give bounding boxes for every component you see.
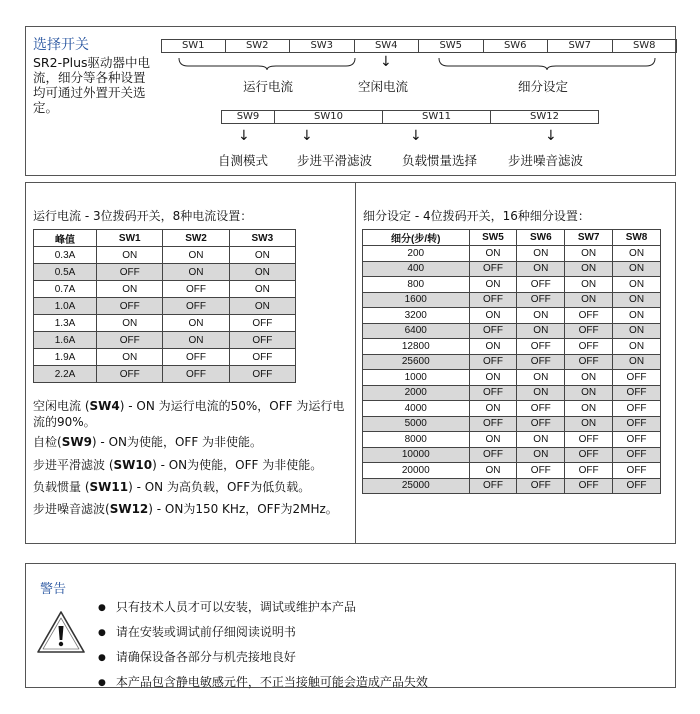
header-cell: 峰值 [34, 230, 97, 247]
switch-selection-panel [25, 26, 676, 176]
table-cell: ON [613, 339, 661, 355]
switch-label-sw1: SW1 [161, 39, 226, 53]
switch-row-2 [221, 110, 599, 124]
table-cell: OFF [565, 339, 613, 355]
table-row [363, 385, 661, 401]
table-row [363, 292, 661, 308]
table-cell: ON [97, 315, 163, 332]
table-row [34, 315, 296, 332]
column-divider [355, 183, 356, 543]
header-cell: SW7 [565, 230, 613, 246]
table-cell: ON [613, 308, 661, 324]
table-cell: ON [517, 323, 565, 339]
table-cell: OFF [565, 308, 613, 324]
selection-title: 选择开关 [33, 37, 89, 53]
table-cell: ON [613, 354, 661, 370]
table-cell: OFF [613, 432, 661, 448]
table-cell: OFF [97, 298, 163, 315]
current-table-title: 运行电流 - 3位拨码开关，8种电流设置： [33, 209, 253, 223]
note-selftest: 自检(SW9) - ON为使能，OFF 为非使能。 [33, 435, 263, 449]
table-cell: OFF [229, 315, 295, 332]
table-cell: ON [565, 401, 613, 417]
table-cell: ON [97, 349, 163, 366]
table-cell: ON [565, 292, 613, 308]
table-row [363, 339, 661, 355]
switch-label-sw12: SW12 [491, 110, 599, 124]
table-cell: OFF [97, 264, 163, 281]
table-cell: 0.5A [34, 264, 97, 281]
header-cell: SW1 [97, 230, 163, 247]
settings-tables-panel [25, 182, 676, 544]
switch-label-sw10: SW10 [275, 110, 383, 124]
table-cell: ON [469, 463, 517, 479]
table-cell: OFF [163, 349, 229, 366]
switch-label-sw8: SW8 [613, 39, 678, 53]
table-cell: OFF [613, 447, 661, 463]
table-cell: OFF [163, 366, 229, 383]
table-cell: OFF [163, 298, 229, 315]
table-cell: OFF [565, 447, 613, 463]
table-cell: ON [565, 370, 613, 386]
switch-label-sw3: SW3 [290, 39, 355, 53]
group-label-idle-current: 空闲电流 [358, 79, 409, 94]
table-cell: 6400 [363, 323, 470, 339]
table-cell: ON [517, 385, 565, 401]
table-row [363, 323, 661, 339]
table-row [34, 349, 296, 366]
table-row [363, 354, 661, 370]
function-label-smooth-filter: 步进平滑滤波 [297, 153, 373, 168]
switch-label-sw9: SW9 [221, 110, 275, 124]
table-cell: 200 [363, 246, 470, 262]
table-row [363, 463, 661, 479]
table-cell: OFF [469, 292, 517, 308]
table-cell: ON [469, 339, 517, 355]
table-cell: OFF [517, 277, 565, 293]
table-cell: OFF [613, 478, 661, 494]
table-cell: ON [565, 246, 613, 262]
table-cell: 2000 [363, 385, 470, 401]
table-cell: OFF [613, 385, 661, 401]
table-cell: OFF [97, 366, 163, 383]
table-row [34, 247, 296, 264]
table-cell: 0.3A [34, 247, 97, 264]
table-cell: ON [469, 401, 517, 417]
table-cell: OFF [613, 370, 661, 386]
table-cell: OFF [613, 401, 661, 417]
header-cell: SW3 [229, 230, 295, 247]
table-cell: 400 [363, 261, 470, 277]
table-cell: 3200 [363, 308, 470, 324]
table-row [34, 264, 296, 281]
table-cell: OFF [229, 332, 295, 349]
table-cell: 25000 [363, 478, 470, 494]
header-cell: SW8 [613, 230, 661, 246]
table-cell: ON [517, 246, 565, 262]
table-cell: OFF [97, 332, 163, 349]
table-cell: OFF [469, 261, 517, 277]
table-cell: ON [517, 370, 565, 386]
table-cell: OFF [517, 416, 565, 432]
table-cell: ON [517, 447, 565, 463]
table-cell: ON [613, 246, 661, 262]
table-row [363, 416, 661, 432]
switch-label-sw5: SW5 [419, 39, 484, 53]
table-cell: ON [469, 246, 517, 262]
table-cell: OFF [517, 478, 565, 494]
header-cell: SW5 [469, 230, 517, 246]
table-cell: OFF [565, 323, 613, 339]
table-cell: OFF [565, 478, 613, 494]
table-cell: 1.6A [34, 332, 97, 349]
table-cell: OFF [517, 292, 565, 308]
group-label-microstep: 细分设定 [518, 79, 569, 94]
table-cell: OFF [565, 463, 613, 479]
table-row [363, 432, 661, 448]
table-cell: ON [613, 277, 661, 293]
table-cell: OFF [517, 339, 565, 355]
switch-label-sw4: SW4 [355, 39, 420, 53]
table-cell: ON [163, 315, 229, 332]
function-label-noise-filter: 步进噪音滤波 [508, 153, 584, 168]
table-cell: ON [517, 308, 565, 324]
arrow-down-icon: ↓ [238, 128, 250, 144]
table-cell: ON [613, 261, 661, 277]
warning-title: 警告 [40, 582, 67, 597]
switch-label-sw2: SW2 [226, 39, 291, 53]
table-cell: 10000 [363, 447, 470, 463]
table-cell: 1.9A [34, 349, 97, 366]
table-row [34, 281, 296, 298]
table-cell: ON [229, 264, 295, 281]
brace-microstep [438, 57, 658, 71]
list-item: ● 请确保设备各部分与机壳接地良好 [98, 646, 428, 671]
table-cell: OFF [469, 447, 517, 463]
list-item: ● 请在安装或调试前仔细阅读说明书 [98, 621, 428, 646]
table-cell: OFF [613, 416, 661, 432]
list-item: ● 本产品包含静电敏感元件，不正当接触可能会造成产品失效 [98, 671, 428, 696]
header-cell: 细分(步/转) [363, 230, 470, 246]
table-cell: ON [565, 385, 613, 401]
table-cell: 2.2A [34, 366, 97, 383]
note-smooth-filter: 步进平滑滤波 (SW10) - ON为使能，OFF 为非使能。 [33, 458, 323, 472]
table-cell: OFF [469, 385, 517, 401]
function-label-load-inertia: 负载惯量选择 [402, 153, 478, 168]
arrow-down-icon: ↓ [410, 128, 422, 144]
table-cell: ON [229, 247, 295, 264]
switch-label-sw7: SW7 [548, 39, 613, 53]
arrow-down-icon: ↓ [301, 128, 313, 144]
switch-row-1 [161, 39, 677, 53]
table-row [34, 298, 296, 315]
table-row [363, 277, 661, 293]
current-table [33, 229, 296, 383]
table-cell: OFF [517, 463, 565, 479]
table-cell: ON [163, 332, 229, 349]
table-row [363, 308, 661, 324]
table-cell: ON [229, 281, 295, 298]
table-row [363, 261, 661, 277]
group-label-run-current: 运行电流 [243, 79, 294, 94]
table-cell: ON [565, 277, 613, 293]
table-cell: ON [517, 432, 565, 448]
table-cell: OFF [229, 366, 295, 383]
selection-description: SR2-Plus驱动器中电流，细分等各种设置均可通过外置开关选定。 [33, 55, 151, 115]
table-cell: ON [517, 261, 565, 277]
table-cell: ON [613, 292, 661, 308]
table-row [363, 401, 661, 417]
arrow-down-icon: ↓ [545, 128, 557, 144]
table-cell: 12800 [363, 339, 470, 355]
microstep-table [362, 229, 661, 494]
microstep-table-title: 细分设定 - 4位拨码开关，16种细分设置： [363, 209, 590, 223]
table-cell: ON [97, 281, 163, 298]
table-cell: ON [613, 323, 661, 339]
table-cell: 0.7A [34, 281, 97, 298]
table-cell: ON [469, 370, 517, 386]
header-cell: SW2 [163, 230, 229, 247]
table-cell: OFF [517, 401, 565, 417]
note-idle-current: 空闲电流 (SW4) - ON 为运行电流的50%，OFF 为运行电流的90%。 [33, 399, 345, 429]
warning-panel [25, 563, 676, 688]
table-cell: OFF [469, 478, 517, 494]
table-cell: OFF [469, 323, 517, 339]
table-cell: OFF [565, 354, 613, 370]
header-cell: SW6 [517, 230, 565, 246]
warning-triangle-icon [36, 610, 86, 654]
table-row [34, 332, 296, 349]
table-cell: ON [469, 277, 517, 293]
brace-run-current [178, 57, 358, 71]
table-cell: ON [229, 298, 295, 315]
table-row [34, 366, 296, 383]
table-cell: OFF [469, 416, 517, 432]
table-cell: ON [97, 247, 163, 264]
table-cell: ON [163, 264, 229, 281]
table-cell: 5000 [363, 416, 470, 432]
table-cell: OFF [613, 463, 661, 479]
table-row [363, 478, 661, 494]
table-cell: 1.3A [34, 315, 97, 332]
table-cell: ON [469, 308, 517, 324]
table-cell: 25600 [363, 354, 470, 370]
table-row [363, 447, 661, 463]
switch-label-sw11: SW11 [383, 110, 491, 124]
list-item: ● 只有技术人员才可以安装，调试或维护本产品 [98, 596, 428, 621]
table-cell: 4000 [363, 401, 470, 417]
note-noise-filter: 步进噪音滤波(SW12) - ON为150 KHz，OFF为2MHz。 [33, 502, 338, 516]
table-cell: OFF [229, 349, 295, 366]
table-cell: ON [565, 416, 613, 432]
note-load-inertia: 负载惯量 (SW11) - ON 为高负载，OFF为低负载。 [33, 480, 311, 494]
table-cell: ON [469, 432, 517, 448]
table-cell: 20000 [363, 463, 470, 479]
table-row [363, 370, 661, 386]
table-cell: 1.0A [34, 298, 97, 315]
table-cell: OFF [517, 354, 565, 370]
table-cell: 1600 [363, 292, 470, 308]
table-cell: ON [163, 247, 229, 264]
table-cell: OFF [163, 281, 229, 298]
table-cell: OFF [565, 432, 613, 448]
table-cell: 1000 [363, 370, 470, 386]
table-header-row [363, 230, 661, 246]
table-cell: 800 [363, 277, 470, 293]
table-header-row [34, 230, 296, 247]
table-cell: 8000 [363, 432, 470, 448]
table-cell: OFF [469, 354, 517, 370]
function-label-selftest: 自测模式 [218, 153, 269, 168]
warning-list [98, 596, 428, 696]
table-cell: ON [565, 261, 613, 277]
table-row [363, 246, 661, 262]
arrow-down-icon: ↓ [380, 54, 392, 70]
switch-label-sw6: SW6 [484, 39, 549, 53]
